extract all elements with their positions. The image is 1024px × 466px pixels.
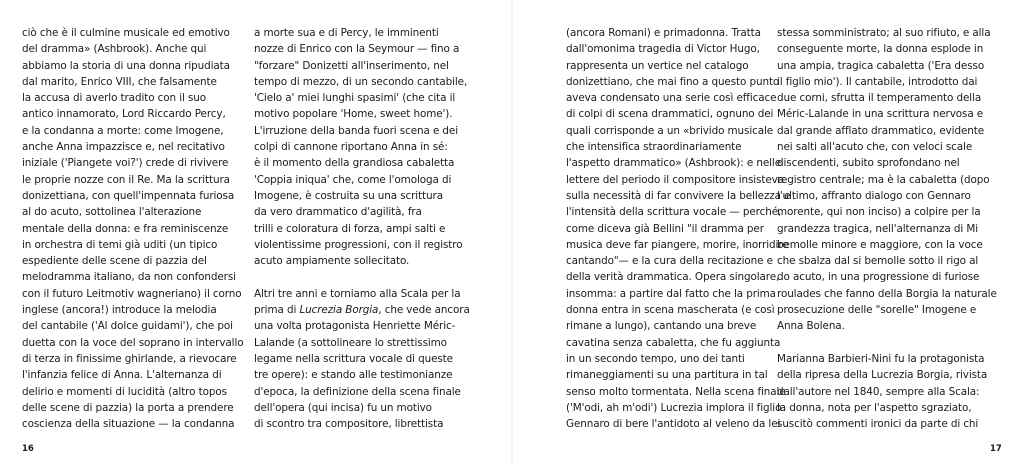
text-fragment: prima di <box>254 304 300 317</box>
left-page-column-1 <box>22 25 244 432</box>
paragraph <box>566 25 791 432</box>
text-line: colpi di cannone riportano Anna in sé: <box>254 141 448 154</box>
text-line: (ancora Romani) e primadonna. Tratta <box>566 27 761 39</box>
text-line: stessa somministrato; al suo rifiuto, e alla <box>777 27 991 39</box>
right-page-column-2 <box>777 25 999 432</box>
text-line: ciò che è il culmine musicale ed emotivo <box>22 27 230 39</box>
text-line: la donna, nota per l'aspetto sgraziato, <box>777 401 972 414</box>
text-line: di colpi di scena drammatici, ognuno dei <box>566 108 774 121</box>
text-line: e la condanna a morte: come Imogene, <box>22 124 224 137</box>
left-page-column-2 <box>254 25 476 432</box>
text-line: musica deve far piangere, morire, inorridire <box>566 238 789 251</box>
opera-title: Lucrezia Borgia <box>299 304 379 317</box>
text-line: rimaneggiamenti su una partitura in tal <box>566 369 768 382</box>
text-line: che sbalza dal si bemolle sotto il rigo al <box>777 255 979 268</box>
text-line: il figlio mio'). Il cantabile, introdotto dai <box>777 75 978 88</box>
text-line: la accusa di averlo tradito con il suo <box>22 92 207 105</box>
text-line: di scontro tra compositore, librettista <box>254 418 444 431</box>
text-line: donizettiano, che mai fino a questo punto <box>566 75 780 88</box>
text-line: bemolle minore e maggiore, con la voce <box>777 238 983 251</box>
right-page <box>512 0 1024 466</box>
text-line: morente, qui non inciso) a colpire per la <box>777 206 981 219</box>
paragraph <box>777 25 999 335</box>
text-line: nozze di Enrico con la Seymour — fino a <box>254 43 460 56</box>
text-line: legame nella scrittura vocale di queste <box>254 352 453 365</box>
text-line: insomma: a partire dal fatto che la prima <box>566 287 776 300</box>
text-line: Lalande (a sottolineare lo strettissimo <box>254 336 447 349</box>
text-line: melodramma italiano, da non confondersi <box>22 271 236 284</box>
text-line: donna entra in scena mascherata (e così <box>566 304 775 317</box>
text-line: al do acuto, sottolinea l'alterazione <box>22 206 202 219</box>
text-line: dall'omonima tragedia di Victor Hugo, <box>566 43 760 56</box>
text-line: due corni, sfrutta il temperamento della <box>777 92 982 105</box>
text-line: è il momento della grandiosa cabaletta <box>254 157 455 170</box>
text-line: a morte sua e di Percy, le imminenti <box>254 27 439 39</box>
text-line: anche Anna impazzisce e, nel recitativo <box>22 141 225 154</box>
text-line: ('M'odi, ah m'odi') Lucrezia implora il figlio <box>566 401 782 414</box>
text-line: l'ultimo, affranto dialogo con Gennaro <box>777 189 971 202</box>
text-line: violentissime progressioni, con il registro <box>254 238 463 251</box>
text-line: duetta con la voce del soprano in intervallo <box>22 336 244 349</box>
text-line: d'epoca, la definizione della scena finale <box>254 385 461 398</box>
text-line: discendenti, subito sprofondano nel <box>777 157 960 170</box>
right-page-column-1 <box>566 25 791 432</box>
text-line: Gennaro di bere l'antidoto al veleno da lei <box>566 418 781 431</box>
text-line: della ripresa della Lucrezia Borgia, rivista <box>777 369 988 382</box>
text-line: "forzare" Donizetti all'inserimento, nel <box>254 59 449 72</box>
text-line: da vero drammatico d'agilità, fra <box>254 206 422 219</box>
text-line: 'Cielo a' miei lunghi spasimi' (che cita il <box>254 92 456 105</box>
text-line: come diceva già Bellini "il dramma per <box>566 222 764 235</box>
text-line: dal marito, Enrico VIII, che falsamente <box>22 75 217 88</box>
text-line: do acuto, in una progressione di furiose <box>777 271 980 284</box>
text-line: iniziale ('Piangete voi?') crede di rivivere <box>22 157 229 170</box>
text-line: coscienza della situazione — la condanna <box>22 418 235 431</box>
text-line: cavatina senza cabaletta, che fu aggiunta <box>566 336 781 349</box>
text-line: una volta protagonista Henriette Méric- <box>254 320 456 333</box>
text-line: dal grande afflato drammatico, evidente <box>777 124 984 137</box>
page-number: 16 <box>22 444 34 454</box>
text-line: senso molto tormentata. Nella scena finale <box>566 385 786 398</box>
text-line: inglese (ancora!) introduce la melodia <box>22 304 217 317</box>
text-line: quali corrisponde a un «brivido musicale <box>566 124 774 137</box>
text-line: del cantabile ('Al dolce guidami'), che poi <box>22 320 233 333</box>
text-line: Marianna Barbieri-Nini fu la protagonista <box>777 352 985 365</box>
text-line: rimane a lungo), cantando una breve <box>566 320 757 333</box>
text-line: aveva condensato una serie così efficace <box>566 92 777 105</box>
text-line: conseguente morte, la donna esplode in <box>777 43 984 56</box>
text-line: dall'autore nel 1840, sempre alla Scala: <box>777 385 980 398</box>
paragraph <box>22 25 244 432</box>
text-line: l'intensità della scrittura vocale — perché, <box>566 206 782 219</box>
text-line: dell'opera (qui incisa) fu un motivo <box>254 401 432 414</box>
text-line: donizettiana, con quell'impennata furiosa <box>22 189 235 202</box>
text-line: cantando"— e la cura della recitazione e <box>566 255 773 268</box>
text-line: Méric-Lalande in una scrittura nervosa e <box>777 108 984 121</box>
text-line: sulla necessità di far convivere la bellezza e <box>566 189 791 202</box>
text-line: L'irruzione della banda fuori scena e dei <box>254 124 459 137</box>
text-line: di terza in finissime ghirlande, a rievocare <box>22 352 237 365</box>
text-line: l'aspetto drammatico» (Ashbrook): e nelle <box>566 157 781 170</box>
text-line: trilli e coloratura di forza, ampi salti e <box>254 222 446 235</box>
text-line: della verità drammatica. Opera singolare, <box>566 271 780 284</box>
text-line: delirio e momenti di lucidità (altro topos <box>22 385 227 398</box>
text-line: in orchestra di temi già uditi (un tipico <box>22 238 218 251</box>
text-line: in un secondo tempo, uno dei tanti <box>566 352 745 365</box>
text-line: con il futuro Leitmotiv wagneriano) il corno <box>22 287 242 300</box>
paragraph <box>777 351 999 432</box>
text-line: che intensifica straordinariamente <box>566 141 742 154</box>
text-line: registro centrale; ma è la cabaletta (dopo <box>777 173 990 186</box>
text-line: rappresenta un vertice nel catalogo <box>566 59 749 72</box>
text-line: antico innamorato, Lord Riccardo Percy, <box>22 108 226 121</box>
text-line: l'infanzia felice di Anna. L'alternanza di <box>22 369 222 382</box>
text-line: Imogene, è costruita su una scrittura <box>254 189 443 202</box>
text-line: Altri tre anni e torniamo alla Scala per la <box>254 287 461 300</box>
text-line: suscitò commenti ironici da parte di chi <box>777 418 979 431</box>
paragraph <box>254 286 476 433</box>
text-line: prosecuzione delle "sorelle" Imogene e <box>777 304 977 317</box>
text-line: le proprie nozze con il Re. Ma la scrittura <box>22 173 230 186</box>
text-line: 'Coppia iniqua' che, come l'omologa di <box>254 173 452 186</box>
text-line: motivo popolare 'Home, sweet home'). <box>254 108 453 121</box>
text-line: roulades che fanno della Borgia la naturale <box>777 287 997 300</box>
text-line: una ampia, tragica cabaletta ('Era desso <box>777 59 985 72</box>
text-line: tempo di mezzo, di un secondo cantabile, <box>254 75 468 88</box>
text-line: Anna Bolena. <box>777 320 845 333</box>
text-line: del dramma» (Ashbrook). Anche qui <box>22 43 207 56</box>
page-number: 17 <box>990 444 1002 454</box>
text-line: mentale della donna: e fra reminiscenze <box>22 222 229 235</box>
text-fragment: , che vede ancora <box>378 304 470 317</box>
text-line: lettere del periodo il compositore insisteva <box>566 173 784 186</box>
paragraph <box>254 25 476 269</box>
text-line: nei salti all'acuto che, con veloci scale <box>777 141 973 154</box>
text-line: delle scene di pazzia) la porta a prendere <box>22 401 234 414</box>
text-line: espediente delle scene di pazzia del <box>22 255 207 268</box>
text-line: grandezza tragica, nell'alternanza di Mi <box>777 222 978 235</box>
text-line: abbiamo la storia di una donna ripudiata <box>22 59 230 72</box>
text-line: tre opere): e stando alle testimonianze <box>254 369 453 382</box>
text-line <box>254 302 476 318</box>
text-line: acuto ampiamente sollecitato. <box>254 255 410 268</box>
